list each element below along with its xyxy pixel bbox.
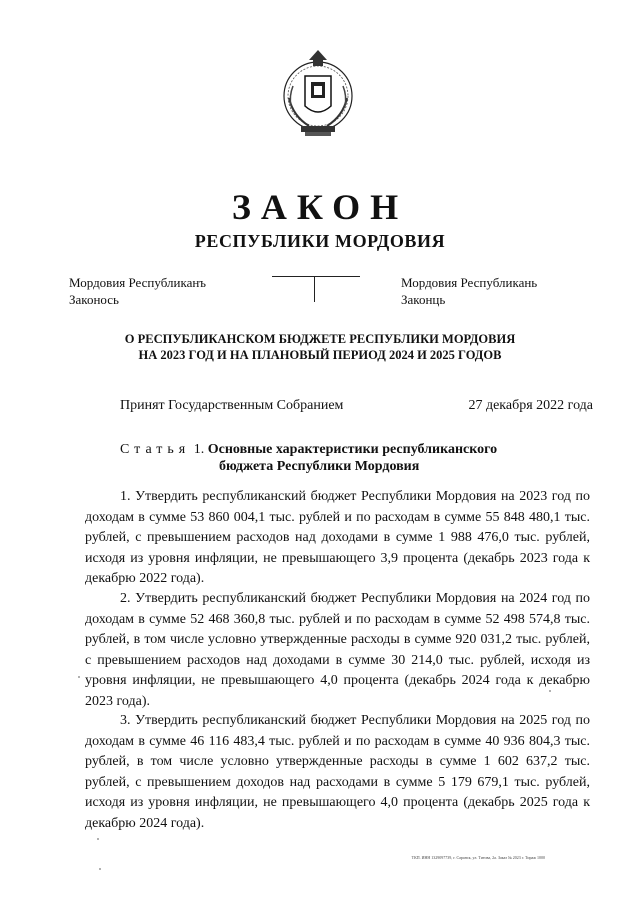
law-title-line: НА 2023 ГОД И НА ПЛАНОВЫЙ ПЕРИОД 2024 И 2025 ГОДОВ <box>138 348 502 362</box>
issuer-title: РЕСПУБЛИКИ МОРДОВИЯ <box>194 231 446 251</box>
erzya-heading <box>401 274 537 308</box>
printing-imprint: ТКП. ИНН 1329097739, г. Саранск, ул. Титова, 2а. Заказ № 2023 г. Тираж 1000 <box>411 855 545 860</box>
scan-speck <box>549 690 551 692</box>
article-paragraph: 2. Утвердить республиканский бюджет Республики Мордовия на 2024 год по доходам в сумме 52 468 360,8 тыс. рублей и по расходам в сумме 52 498 574,8 тыс. рублей, в том числе условно утвержденные расходы в сумме 920 031,2 тыс. рублей, с превышением расходов над доходами в сумме 30 214,0 тыс. рублей, исходя из уровня инфляции, не превышающего 4,0 процента (декабрь 2024 года к декабрю 2023 года). <box>85 591 590 709</box>
mordovia-coat-of-arms-icon <box>279 46 357 140</box>
moksha-heading-line: Мордовия Республиканъ <box>69 275 207 290</box>
article-title: Основные характеристики республиканского <box>207 442 498 457</box>
erzya-heading-line: Мордовия Республикань <box>401 275 538 290</box>
moksha-heading-line: Законось <box>69 292 119 307</box>
scan-speck <box>78 676 80 678</box>
scan-speck <box>97 838 99 840</box>
adoption-date: 27 декабря 2022 года <box>468 398 593 413</box>
article-paragraph: 1. Утвердить республиканский бюджет Республики Мордовия на 2023 год по доходам в сумме 53 860 004,1 тыс. рублей и по расходам в сумме 55 848 480,1 тыс. рублей, с превышением расходов над доходами в сумме 1 988 476,0 тыс. рублей, исходя из уровня инфляции, не превышающего 3,9 процента (декабрь 2023 года к декабрю 2022 года). <box>85 489 590 587</box>
scan-speck <box>99 868 101 870</box>
article-heading <box>120 441 580 475</box>
article-paragraph: 3. Утвердить республиканский бюджет Республики Мордовия на 2025 год по доходам в сумме 46 116 483,4 тыс. рублей и по расходам в сумме 40 936 804,3 тыс. рублей, в том числе условно утвержденные расходы в сумме 1 602 637,2 тыс. рублей, с превышением доходов над расходами в сумме 5 179 679,1 тыс. рублей, исходя из уровня инфляции, не превышающего 4,0 процента (декабрь 2025 года к декабрю 2024 года). <box>85 713 590 831</box>
law-title-line: О РЕСПУБЛИКАНСКОМ БЮДЖЕТЕ РЕСПУБЛИКИ МОРДОВИЯ <box>124 332 516 346</box>
law-title <box>0 331 640 363</box>
article-title: бюджета Республики Мордовия <box>219 459 420 474</box>
adopted-by: Принят Государственным Собранием <box>120 398 344 413</box>
erzya-heading-line: Законць <box>401 292 446 307</box>
registration-line <box>272 276 360 277</box>
article-label: Статья <box>120 442 191 457</box>
article-number: 1. <box>193 442 205 457</box>
registration-line <box>314 276 315 302</box>
document-type-title: ЗАКОН <box>231 187 409 227</box>
moksha-heading <box>69 274 206 308</box>
